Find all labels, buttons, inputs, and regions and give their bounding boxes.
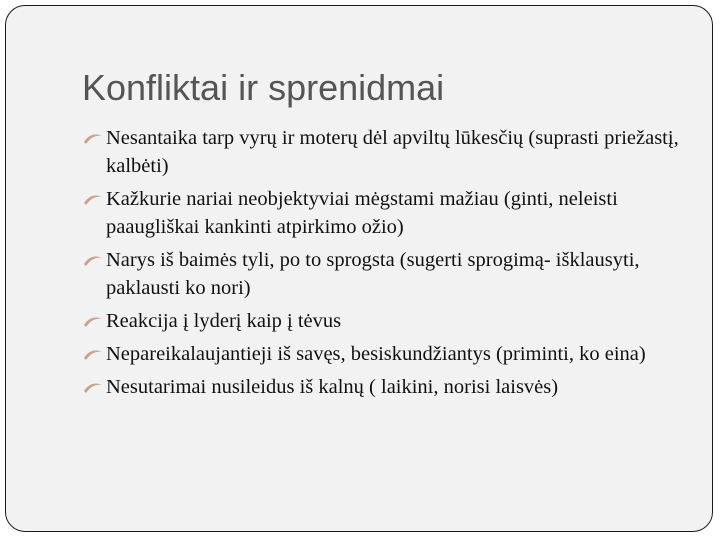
- list-item: [82, 246, 702, 302]
- swoosh-bullet-icon: [82, 190, 104, 208]
- swoosh-bullet-icon: [82, 129, 104, 147]
- swoosh-bullet-icon: [82, 345, 104, 363]
- slide: [5, 5, 713, 532]
- list-item: [82, 340, 702, 368]
- bullet-list: [82, 124, 702, 406]
- list-item: [82, 307, 702, 335]
- bullet-text: Kažkurie nariai neobjektyviai mėgstami mažiau (ginti, neleisti paaugliškai kankinti atpirkimo ožio): [106, 188, 618, 238]
- list-item: [82, 185, 702, 241]
- bullet-text: Nesutarimai nusileidus iš kalnų ( laikini, norisi laisvės): [106, 376, 559, 398]
- swoosh-bullet-icon: [82, 251, 104, 269]
- list-item: [82, 373, 702, 401]
- slide-title: Konfliktai ir sprenidmai: [82, 67, 445, 108]
- list-item: [82, 124, 702, 180]
- bullet-text: Nepareikalaujantieji iš savęs, besiskundžiantys (priminti, ko eina): [106, 343, 646, 365]
- swoosh-bullet-icon: [82, 312, 104, 330]
- bullet-text: Nesantaika tarp vyrų ir moterų dėl apviltų lūkesčių (suprasti priežastį, kalbėti): [106, 127, 679, 177]
- bullet-text: Reakcija į lyderį kaip į tėvus: [106, 310, 342, 332]
- swoosh-bullet-icon: [82, 378, 104, 396]
- bullet-text: Narys iš baimės tyli, po to sprogsta (sugerti sprogimą- išklausyti, paklausti ko nori): [106, 249, 640, 299]
